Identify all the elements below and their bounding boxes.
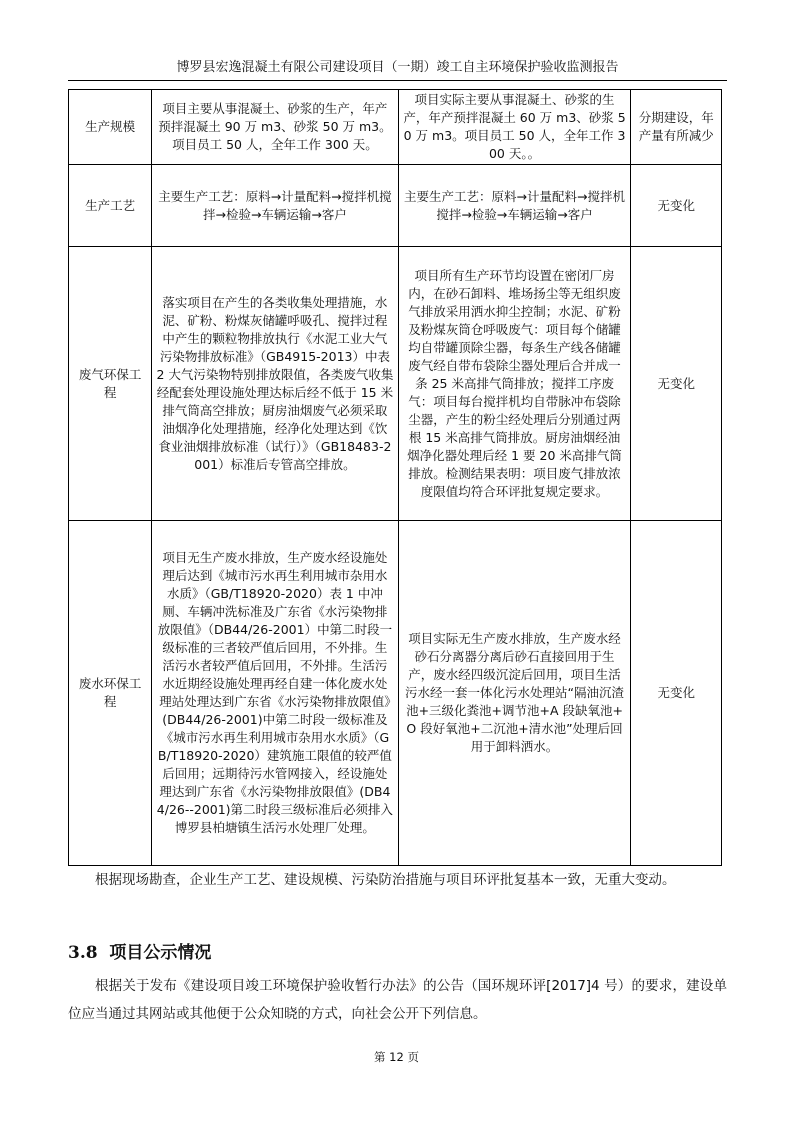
row-actual: 项目所有生产环节均设置在密闭厂房内，在砂石卸料、堆场扬尘等无组织废气排放采用洒水抑尘控制；水泥、矿粉及粉煤灰筒仓呼吸废气：项目每个储罐均自带罐顶除尘器，每条生产线各储罐废气经自带布袋除尘器处理后合并成一条 25 米高排气筒排放；搅拌工序废气：项目每台搅拌机均自带脉冲布袋除尘器，产生的粉尘经处理后分别通过两根 15 米高排气筒排放。厨房油烟经油烟净化器处理后经 1 要 20 米高排气筒排放。检测结果表明：项目废气排放浓度限值均符合环评批复规定要求。 xyxy=(398,247,631,521)
row-category: 废气环保工程 xyxy=(69,247,152,521)
row-change: 无变化 xyxy=(631,165,722,247)
row-category: 废水环保工程 xyxy=(69,521,152,866)
table-row xyxy=(69,247,722,521)
row-actual: 主要生产工艺：原料→计量配料→搅拌机搅拌→检验→车辆运输→客户 xyxy=(398,165,631,247)
summary-paragraph: 根据现场勘查，企业生产工艺、建设规模、污染防治措施与项目环评批复基本一致，无重大变动。 xyxy=(95,872,676,888)
row-approved: 项目无生产废水排放，生产废水经设施处理后达到《城市污水再生利用城市杂用水水质》（GB/T18920-2020）表 1 中冲厕、车辆冲洗标准及广东省《水污染物排放限值》（DB44/26-2001）中第二时段一级标准的三者较严值后回用，不外排。生活污水者较严值后回用，不外排。生活污水近期经设施处理再经自建一体化废水处理站处理达到广东省《水污染物排放限值》(DB44/26-2001)中第二时段一级标准及《城市污水再生利用城市杂用水水质》（GB/T18920-2020）建筑施工限值的较严值后回用；远期待污水管网接入，经设施处理达到广东省《水污染物排放限值》(DB44/26--2001)第二时段三级标准后必须排入博罗县柏塘镇生活污水处理厂处理。 xyxy=(152,521,398,866)
row-category: 生产规模 xyxy=(69,90,152,165)
row-approved: 落实项目在产生的各类收集处理措施，水泥、矿粉、粉煤灰储罐呼吸孔、搅拌过程中产生的颗粒物排放执行《水泥工业大气污染物排放标准》（GB4915-2013）中表 2 大气污染物特别排放限值，各类废气收集经配套处理设施处理达标后经不低于 15 米排气筒高空排放；厨房油烟废气必须采取油烟净化处理措施，经净化处理达到《饮食业油烟排放标准（试行）》（GB18483-2001）标准后专管高空排放。 xyxy=(152,247,398,521)
comparison-table xyxy=(68,89,722,866)
table-row xyxy=(69,90,722,165)
row-approved: 主要生产工艺：原料→计量配料→搅拌机搅拌→检验→车辆运输→客户 xyxy=(152,165,398,247)
row-actual: 项目实际主要从事混凝土、砂浆的生产，年产预拌混凝土 60 万 m3、砂浆 50 万 m3。项目员工 50 人，全年工作 300 天。。 xyxy=(398,90,631,165)
row-category: 生产工艺 xyxy=(69,165,152,247)
row-change: 无变化 xyxy=(631,247,722,521)
table-row xyxy=(69,165,722,247)
section-number: 3.8 xyxy=(68,943,98,963)
table-row xyxy=(69,521,722,866)
page-header: 博罗县宏逸混凝土有限公司建设项目（一期）竣工自主环境保护验收监测报告 xyxy=(176,60,619,75)
section-heading xyxy=(68,938,211,963)
row-approved: 项目主要从事混凝土、砂浆的生产，年产预拌混凝土 90 万 m3、砂浆 50 万 m3。项目员工 50 人，全年工作 300 天。 xyxy=(152,90,398,165)
row-change: 分期建设，年产量有所减少 xyxy=(631,90,722,165)
body-paragraph: 根据关于发布《建设项目竣工环境保护验收暂行办法》的公告（国环规环评[2017]4 号）的要求，建设单位应当通过其网站或其他便于公众知晓的方式，向社会公开下列信息。 xyxy=(68,978,727,1022)
page-number: 第 12 页 xyxy=(374,1050,419,1064)
section-title: 项目公示情况 xyxy=(109,943,212,963)
header-rule xyxy=(68,80,727,81)
row-change: 无变化 xyxy=(631,521,722,866)
row-actual: 项目实际无生产废水排放，生产废水经砂石分离器分离后砂石直接回用于生产，废水经四级沉淀后回用，项目生活污水经一套一体化污水处理站“隔油沉渣池+三级化粪池+调节池+A 段缺氧池+O 段好氧池+二沉池+清水池”处理后回用于卸料洒水。 xyxy=(398,521,631,866)
